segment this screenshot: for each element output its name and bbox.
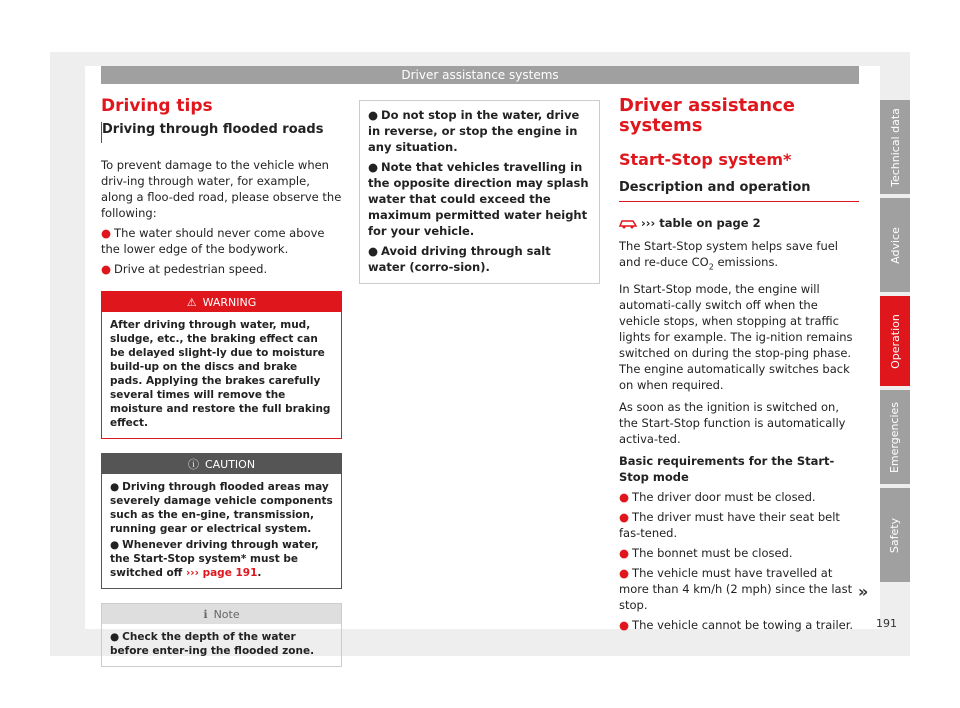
list-item: ● The driver must have their seat belt fas-tened.: [619, 510, 840, 541]
subsection-heading: Description and operation: [619, 180, 859, 202]
requirements-heading: Basic requirements for the Start-Stop mode: [619, 454, 835, 485]
bullet-icon: ●: [368, 244, 379, 258]
caution-label: CAUTION: [204, 457, 256, 471]
continue-arrow-icon: »: [858, 582, 869, 601]
intro-paragraph: To prevent damage to the vehicle when driv-ing through water, for example, along a floo-ded road, please observe the following:: [101, 158, 342, 220]
bullet-icon: ●: [368, 160, 379, 174]
bullet-icon: ●: [110, 631, 120, 643]
note-header: [102, 604, 341, 624]
list-item: ● The bonnet must be closed.: [619, 546, 793, 561]
middle-column: [359, 100, 600, 284]
bullet-icon: ●: [101, 262, 112, 276]
section-title: Driving tips: [101, 96, 213, 116]
warning-text: After driving through water, mud, sludge, etc., the braking effect can be delayed slight-ly due to moisture build-up on the discs and brake pads. Applying the brakes carefully several times will remove the moisture and restore the full braking effect.: [110, 319, 331, 429]
bullet-icon: ●: [619, 566, 630, 581]
tab-safety[interactable]: Safety: [880, 488, 910, 582]
chapter-title: Driver assistance systems: [619, 95, 795, 136]
section-subtitle: Start-Stop system*: [619, 150, 792, 169]
list-item: ● Whenever driving through water, the Start-Stop system* must be switched off ››› page 191.: [110, 539, 319, 579]
left-column: [101, 96, 342, 667]
page-number: 191: [876, 617, 897, 630]
bullet-icon: ●: [619, 490, 630, 505]
caution-body: [102, 474, 341, 588]
list-item: ● The vehicle must have travelled at more than 4 km/h (2 mph) since the last stop.: [619, 566, 853, 613]
list-item: ● Driving through flooded areas may severely damage vehicle components such as the en-gine, transmission, running gear or electrical system.: [110, 481, 333, 535]
list-item: ● Do not stop in the water, drive in reverse, or stop the engine in any situation.: [368, 108, 580, 154]
bullet-icon: ●: [619, 510, 630, 525]
caution-circle-icon: ⓘ: [187, 458, 199, 471]
bullet-icon: ●: [619, 618, 630, 633]
page-reference-link[interactable]: ››› page 191: [185, 567, 258, 579]
note-box: [101, 603, 342, 667]
warning-header: [102, 292, 341, 312]
note-icon: ℹ: [203, 607, 208, 621]
paragraph: As soon as the ignition is switched on, the Start-Stop function is automatically activa-ted.: [619, 400, 846, 447]
warning-triangle-icon: ⚠: [186, 295, 197, 309]
table-reference-text: ››› table on page 2: [641, 216, 761, 230]
note-body: [102, 624, 341, 666]
list-item: ● Drive at pedestrian speed.: [101, 262, 268, 276]
tab-technical-data[interactable]: Technical data: [880, 100, 910, 194]
list-item: ● Avoid driving through salt water (corro-sion).: [368, 244, 551, 274]
tab-operation[interactable]: Operation: [880, 296, 910, 386]
list-item: ● The driver door must be closed.: [619, 490, 816, 505]
bullet-icon: ●: [110, 539, 120, 551]
car-icon: [619, 217, 637, 229]
tab-advice[interactable]: Advice: [880, 198, 910, 292]
right-column: [619, 96, 859, 633]
paragraph: The Start-Stop system helps save fuel and re-duce $CO_2$ emissions.: [619, 239, 839, 272]
paragraph: In Start-Stop mode, the engine will automati-cally switch off when the vehicle stops, when stopping at traffic lights for example. The ig-nition remains switched on during the stop-ping phase. The engine automatically switches back on when required.: [619, 282, 853, 393]
running-header: Driver assistance systems: [101, 66, 859, 84]
tab-emergencies[interactable]: Emergencies: [880, 390, 910, 484]
caution-header: [102, 454, 341, 474]
subsection-heading: Driving through flooded roads: [102, 122, 324, 137]
bullet-icon: ●: [619, 546, 630, 561]
list-item: ● The water should never come above the lower edge of the bodywork.: [101, 226, 325, 256]
list-item: ● Check the depth of the water before enter-ing the flooded zone.: [110, 631, 315, 657]
list-item: ● Note that vehicles travelling in the opposite direction may splash water that could exceed the maximum permitted water height for your vehicle.: [368, 160, 589, 238]
warning-box: [101, 291, 342, 439]
bullet-icon: ●: [110, 481, 120, 493]
bullet-icon: ●: [101, 226, 112, 240]
warning-label: WARNING: [202, 295, 257, 309]
bullet-icon: ●: [368, 108, 379, 122]
caution-box: [101, 453, 342, 589]
table-reference[interactable]: [619, 216, 859, 230]
continued-warning-box: [359, 100, 600, 284]
note-label: Note: [213, 607, 240, 621]
list-item: ● The vehicle cannot be towing a trailer.: [619, 618, 854, 633]
